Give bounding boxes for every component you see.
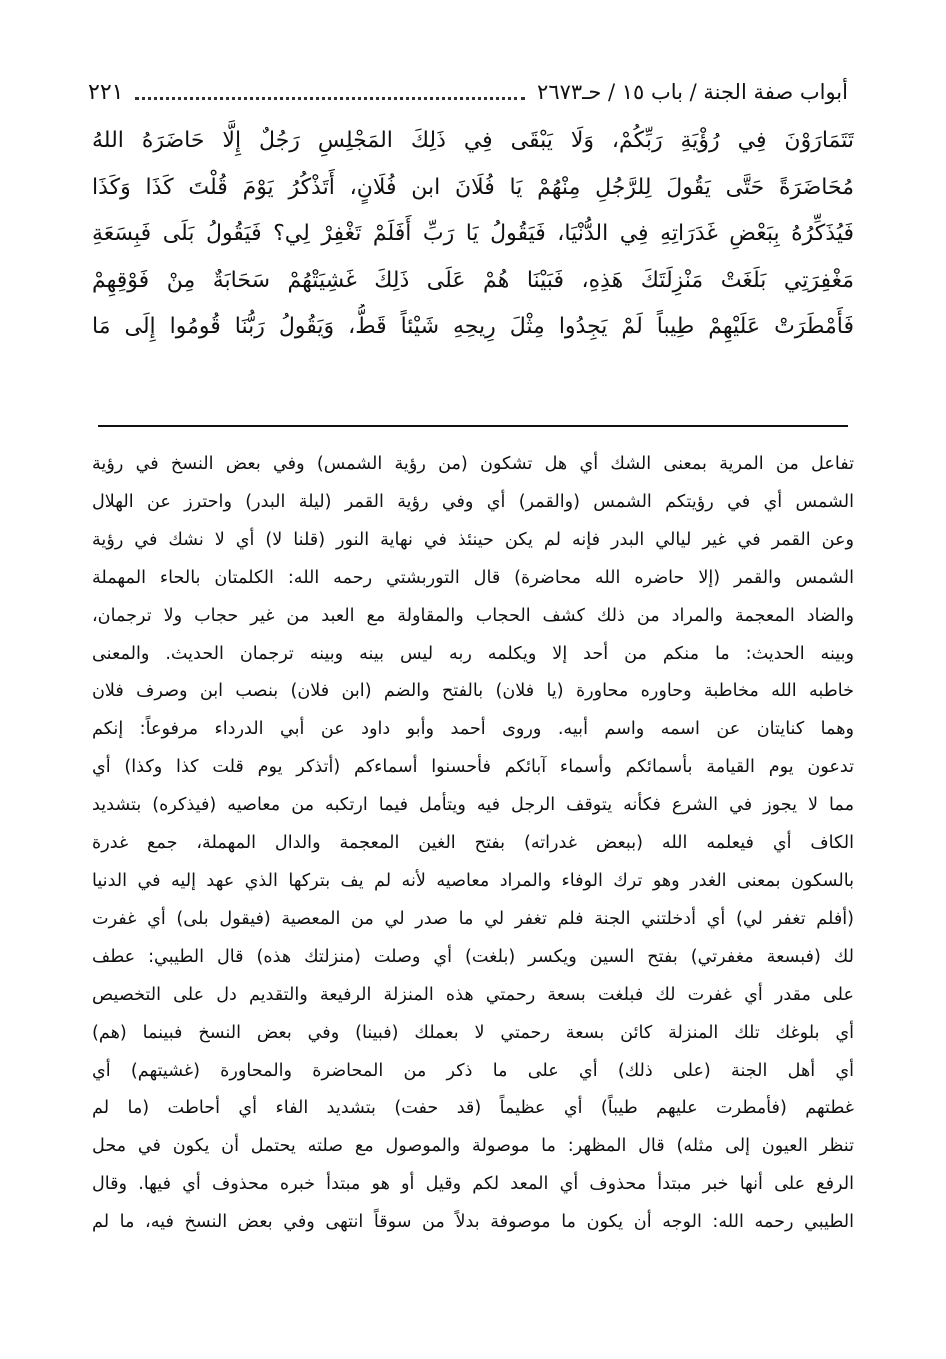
commentary-line: وبينه الحديث: ما منكم من أحد إلا ويكلمه ربه ليس بينه وبينه ترجمان الحديث. والمعنى <box>92 643 854 664</box>
commentary-line: أي أهل الجنة (على ذلك) أي على ما ذكر من المحاضرة والمحاورة (غشيتهم) أي <box>92 1060 854 1081</box>
leader-dots <box>135 96 525 100</box>
running-title: أبواب صفة الجنة / باب ١٥ / حـ٢٦٧٣ <box>537 80 848 104</box>
page-number: ٢٢١ <box>88 79 124 105</box>
commentary-line: الكاف أي فيعلمه الله (ببعض غدراته) بفتح الغين المعجمة والدال المهملة، جمع غدرة <box>92 833 854 854</box>
hadith-line: مُحَاضَرَةً حَتَّى يَقُولَ لِلرَّجُلِ مِنْهُمْ يَا فُلَانَ ابن فُلَانٍ، أَتَذْكُرُ يَوْمَ قُلْتَ كَذَا وَكَذَا <box>92 174 854 200</box>
commentary-line: وهما كنايتان عن اسمه واسم أبيه. وروى أحمد وأبو داود عن أبي الدرداء مرفوعاً: إنكم <box>92 719 854 740</box>
commentary-line: (أفلم تغفر لي) أي أدخلتني الجنة فلم تغفر لي ما صدر لي من المعصية (فيقول بلى) أي غفرت <box>92 908 854 929</box>
commentary-line: بالسكون بمعنى الغدر وهو ترك الوفاء والمراد معاصيه لأنه لم يف بتركها الذي عهد إليه في الدنيا <box>92 870 854 891</box>
commentary-line: مما لا يجوز في الشرع فكأنه يتوقف الرجل فيه ويتأمل فيما ارتكبه من معاصيه (فيذكره) بتشديد <box>92 795 854 816</box>
commentary-line: تدعون يوم القيامة بأسمائكم وأسماء آبائكم فأحسنوا أسماءكم (أتذكر يوم قلت كذا وكذا) أي <box>92 757 854 778</box>
hadith-line: تَتَمَارَوْنَ فِي رُؤْيَةِ رَبِّكُمْ، وَلَا يَبْقَى فِي ذَلِكَ المَجْلِسِ رَجُلٌ إِلَّا حَاضَرَهُ اللهُ <box>92 128 854 153</box>
commentary-line: غطتهم (فأمطرت عليهم طيباً) أي عظيماً (قد حفت) بتشديد الفاء أي أحاطت (ما لم <box>92 1098 854 1119</box>
commentary-line: لك (فبسعة مغفرتي) بفتح السين ويكسر (بلغت) أي وصلت (منزلتك هذه) قال الطيبي: عطف <box>92 946 854 967</box>
commentary-text <box>92 446 854 1242</box>
hadith-line: فَيُذَكِّرُهُ بِبَعْضِ غَدَرَاتِهِ فِي الدُّنْيَا، فَيَقُولُ يَا رَبِّ أَفَلَمْ تَغْفِرْ لِي؟ فَيَقُولُ بَلَى فَبِسَعَةِ <box>92 221 854 246</box>
hadith-line: فَأَمْطَرَتْ عَلَيْهِمْ طِيباً لَمْ يَجِدُوا مِثْلَ رِيحِهِ شَيْئاً قَطُّ، وَيَقُولُ رَبُّنَا قُومُوا إِلَى مَا <box>92 314 854 339</box>
commentary-line: أي بلوغك تلك المنزلة كائن بسعة رحمتي لا بعملك (فبينا) وفي بعض النسخ فبينما (هم) <box>92 1022 854 1043</box>
commentary-line: خاطبه الله مخاطبة وحاوره محاورة (يا فلان) بالفتح والضم (ابن فلان) بنصب ابن وصرف فلان <box>92 681 854 702</box>
commentary-line: تفاعل من المرية بمعنى الشك أي هل تشكون (من رؤية الشمس) وفي بعض النسخ في رؤية <box>92 454 854 474</box>
commentary-line: على مقدر أي غفرت لك فبلغت بسعة رحمتي هذه المنزلة الرفيعة والتقديم دل على التخصيص <box>92 984 854 1005</box>
hadith-text <box>92 118 854 351</box>
hadith-line: مَغْفِرَتِي بَلَغَتْ مَنْزِلَتَكَ هَذِهِ، فَبَيْنَا هُمْ عَلَى ذَلِكَ غَشِيَتْهُمْ سَحَابَةٌ مِنْ فَوْقِهِمْ <box>92 267 854 293</box>
commentary-line: الطيبي رحمه الله: الوجه أن يكون ما موصوفة بدلاً من سوقاً انتهى وفي بعض النسخ فيه، ما لم <box>92 1212 854 1233</box>
commentary-line: والضاد المعجمة والمراد من ذلك كشف الحجاب والمقاولة مع العبد من غير حجاب ولا ترجمان، <box>92 605 854 626</box>
commentary-line: وعن القمر في غير ليالي البدر فإنه لم يكن حينئذ في نهاية النور (قلنا لا) أي لا نشك في رؤية <box>92 529 854 550</box>
commentary-line: الرفع على أنها خبر مبتدأ محذوف أي المعد لكم وقيل أو هو مبتدأ خبره محذوف أي فيها. وقال <box>92 1174 854 1195</box>
commentary-line: الشمس أي في رؤيتكم الشمس (والقمر) أي وفي رؤية القمر (ليلة البدر) واحترز عن الهلال <box>92 491 854 512</box>
page-header <box>88 72 848 112</box>
section-divider <box>98 425 848 427</box>
commentary-line: الشمس والقمر (إلا حاضره الله محاضرة) قال التوربشتي رحمه الله: الكلمتان بالحاء المهملة <box>92 567 854 588</box>
commentary-line: تنظر العيون إلى مثله) قال المظهر: ما موصولة والموصول مع صلته يحتمل أن يكون في محل <box>92 1136 854 1157</box>
